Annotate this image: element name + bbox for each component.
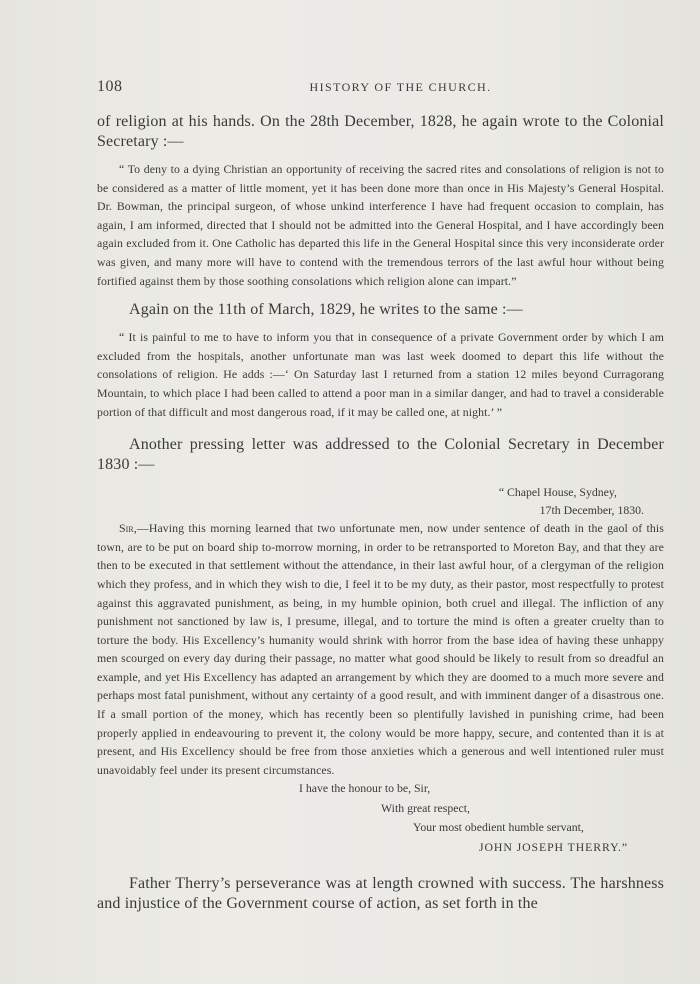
quote-1828: “ To deny to a dying Christian an opportunity of receiving the sacred rites and consolations of religion is not to be considered as a matter of little moment, yet it has been done more than once in His Majesty’s General Hospital. Dr. Bowman, the principal surgeon, of whose unkind interference I have had frequent occasion to complain, has again, I am informed, directed that I should not be admitted into the General Hospital, and I have accordingly been again excluded from it. One Catholic has departed this life in the General Hospital since this very inconsiderate order was given, and many more will have to contend with the tremendous terrors of the last awful hour without being fortified against them by those soothing consolations which religion alone can impart.”: [97, 162, 664, 288]
letter-signature: JOHN JOSEPH THERRY.”: [479, 839, 628, 854]
quote-1829: “ It is painful to me to have to inform you that in consequence of a private Government order by which I am excluded from the hospitals, another unfortunate man was last week doomed to depart this life without the consolations of religion. He adds :—‘ On Saturday last I returned from a station 12 miles beyond Curragorang Mountain, to which place I had been called to attend a poor man in a similar danger, and had to travel a considerable portion of that difficult and most dangerous road, if it may be called one, at night.’ ”: [97, 330, 664, 419]
paragraph-1829-intro: Again on the 11th of March, 1829, he writes to the same :—: [129, 301, 523, 319]
page-number: 108: [97, 78, 123, 95]
running-head: HISTORY OF THE CHURCH.: [309, 80, 492, 94]
letter-text: —Having this morning learned that two unfortunate men, now under sentence of death in the gaol of this town, are to be put on board ship to-morrow morning, in order to be retransported to Moreton Bay, and that they are then to be executed in that settlement without the attendance, in their last awful hour, of a clergyman of the religion which they profess, and in which they wish to die, I feel it to be my duty, as their pastor, most respectfully to protest against this aggravated punishment, as being, in my humble opinion, both cruel and illegal. The infliction of any punishment not sanctioned by law is, I presume, illegal, and to torture the mind is often a greater cruelty than to torture the body. His Excellency’s humanity would shrink with horror from the base idea of having these unhappy men scourged on every day during their passage, no matter what good should be likely to result from so dreadful an example, and yet His Excellency has adapted an arrangement by which they are doomed to a much more severe and perhaps most fatal punishment, without any certainty of a good result, and with imminent danger of a disastrous one. If a small portion of the money, which has recently been so plentifully lavished in punishing crime, had been properly applied in endeavouring to prevent it, the colony would be more happy, secure, and contented than it is at present, and His Excellency should be free from those anxieties which a generous and well intentioned ruler must unavoidably feel under its present circumstances.: [97, 521, 664, 777]
paragraph-conclusion: Father Therry’s perseverance was at length crowned with success. The harshness and injustice of the Government course of action, as set forth in the: [97, 875, 664, 913]
letter-closing-2: With great respect,: [381, 800, 470, 815]
letter-address: “ Chapel House, Sydney,: [498, 485, 617, 500]
letter-body: [97, 519, 664, 779]
letter: [97, 483, 664, 857]
letter-closing-1: I have the honour to be, Sir,: [299, 781, 431, 796]
page-body: [97, 112, 664, 914]
letter-date: 17th December, 1830.: [539, 503, 644, 518]
letter-salutation: Sir,: [119, 521, 137, 536]
paragraph-continuation: of religion at his hands. On the 28th December, 1828, he again wrote to the Colonial Secretary :—: [97, 113, 664, 150]
paragraph-1830-intro: Another pressing letter was addressed to the Colonial Secretary in December 1830 :—: [97, 436, 664, 474]
letter-closing-3: Your most obedient humble servant,: [413, 820, 584, 835]
page-header: [97, 78, 664, 98]
